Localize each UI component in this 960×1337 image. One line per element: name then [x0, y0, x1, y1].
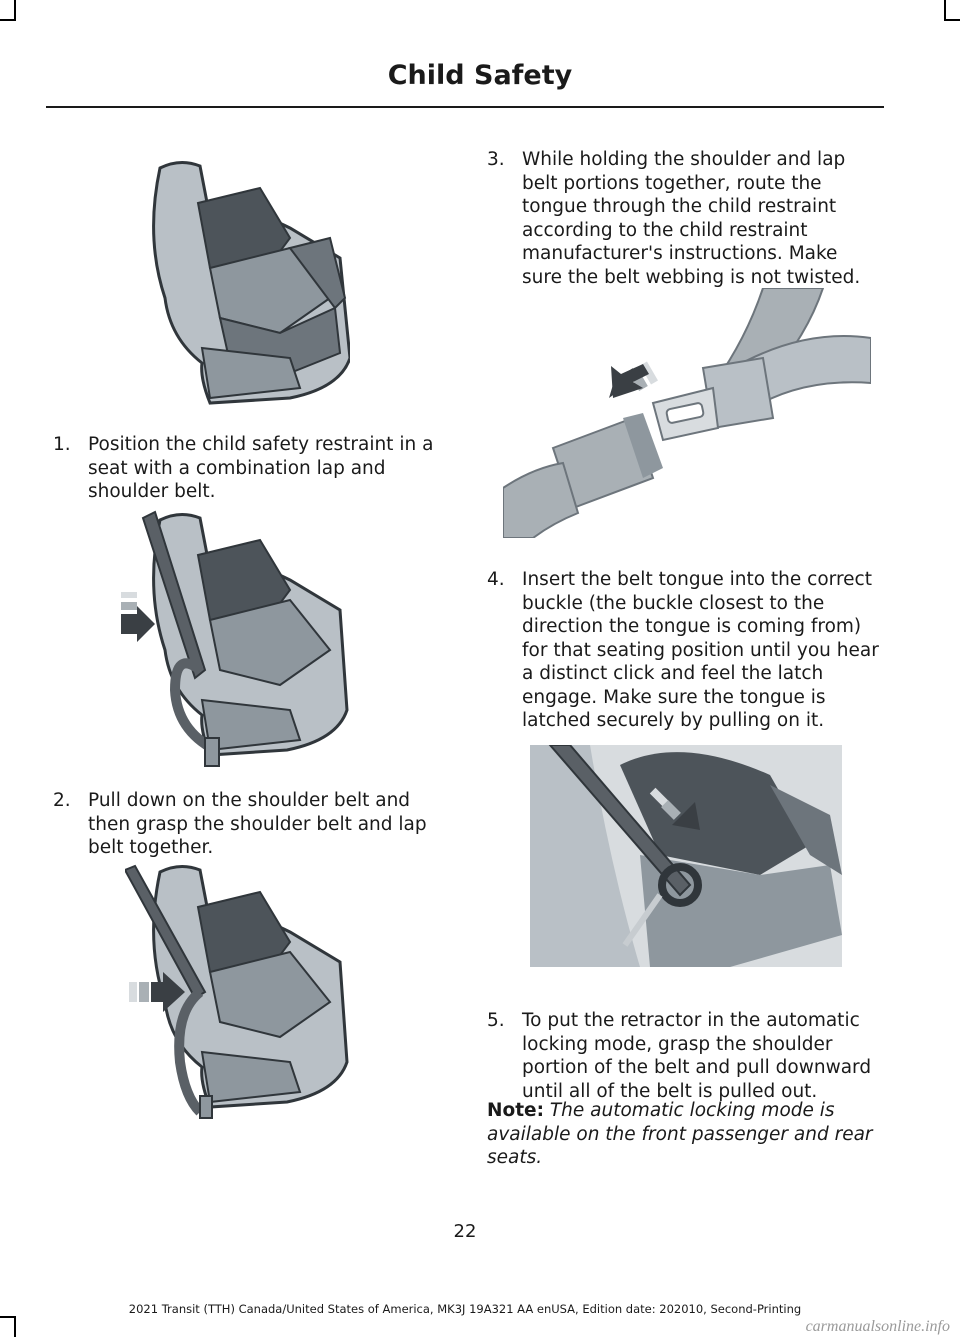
page-number: 22 [453, 1221, 477, 1242]
step-number: 2. [53, 790, 71, 811]
belt-tongue-buckle-illustration [503, 288, 871, 538]
crop-mark [14, 1317, 16, 1337]
step-number: 5. [487, 1010, 505, 1031]
step-3 [487, 148, 882, 289]
step-text: Pull down on the shoulder belt and then grasp the shoulder belt and lap belt together. [88, 790, 427, 858]
step-2 [53, 789, 438, 860]
step-number: 4. [487, 569, 505, 590]
crop-mark [0, 19, 16, 21]
crop-mark [944, 19, 960, 21]
note-text: The automatic locking mode is available on the front passenger and rear seats. [487, 1100, 873, 1168]
note-block [487, 1099, 882, 1170]
child-seat-belt-illustration [115, 510, 350, 772]
step-4 [487, 568, 882, 733]
step-text: While holding the shoulder and lap belt portions together, route the tongue through the child restraint according to the child restraint manufacturer's instructions. Make sure the belt webbing is not twisted. [522, 149, 861, 288]
step-text: Insert the belt tongue into the correct buckle (the buckle closest to the direction the tongue is coming from) for that seating position until you hear a distinct click and feel the latch engage. Make sure the tongue is latched securely by pulling on it. [522, 569, 879, 731]
step-text: To put the retractor in the automatic locking mode, grasp the shoulder portion of the belt and pull downward until all of the belt is pulled out. [522, 1010, 872, 1102]
step-text: Position the child safety restraint in a seat with a combination lap and shoulder belt. [88, 434, 434, 502]
step-5 [487, 1009, 882, 1103]
page-title: Child Safety [387, 60, 573, 91]
step-number: 1. [53, 434, 71, 455]
footer-text: 2021 Transit (TTH) Canada/United States of America, MK3J 19A321 AA enUSA, Edition date: 202010, Second-Printing [128, 1302, 802, 1316]
header-divider [46, 106, 884, 108]
child-seat-illustration [140, 158, 350, 413]
watermark: carmanualsonline.info [805, 1318, 950, 1335]
step-number: 3. [487, 149, 505, 170]
note-label: Note: [487, 1100, 544, 1121]
child-seat-grasp-belt-illustration [125, 862, 350, 1122]
crop-mark [14, 0, 16, 20]
crop-mark [944, 0, 946, 20]
belt-routing-closeup-illustration [530, 745, 842, 967]
step-1 [53, 433, 438, 504]
crop-mark [0, 1316, 16, 1318]
